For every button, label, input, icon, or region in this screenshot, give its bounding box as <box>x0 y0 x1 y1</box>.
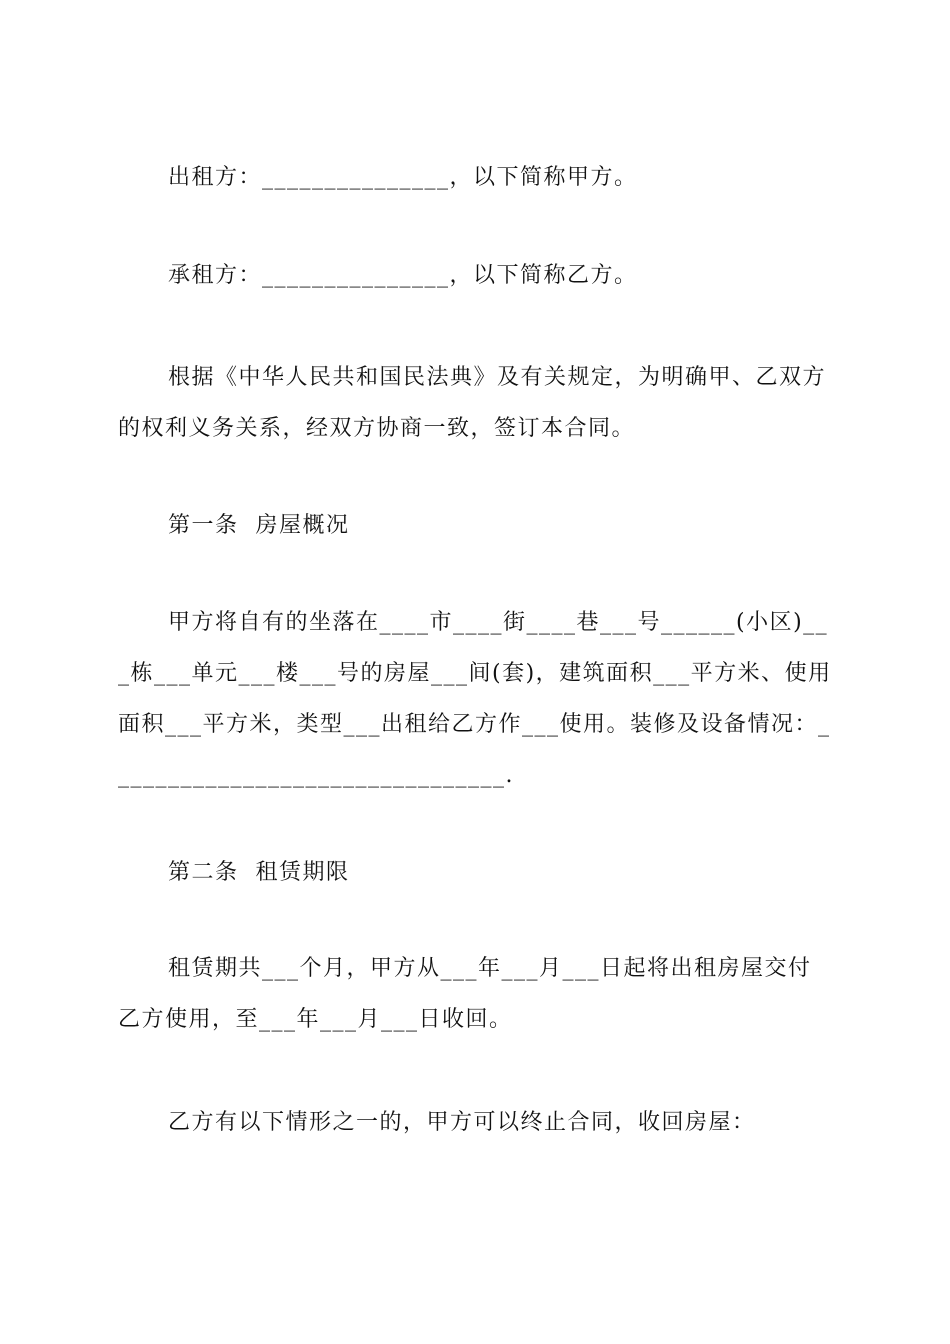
article-2-body: 租赁期共___个月，甲方从___年___月___日起将出租房屋交付乙方使用，至___年___月___日收回。 <box>118 956 812 1032</box>
article-2-heading: 第二条 租赁期限 <box>168 860 350 885</box>
termination-conditions-intro: 乙方有以下情形之一的，甲方可以终止合同，收回房屋： <box>168 1110 756 1135</box>
lessor-line: 出租方：_______________，以下简称甲方。 <box>168 165 638 190</box>
article-1-heading: 第一条 房屋概况 <box>168 513 350 538</box>
lessee-line: 承租方：_______________，以下简称乙方。 <box>168 263 638 288</box>
article-1-body: 甲方将自有的坐落在____市____街____巷___号______(小区)___栋___单元___楼___号的房屋___间(套)，建筑面积___平方米、使用面积___平方米，类型___出租给乙方作___使用。装修及设备情况：________________________________. <box>118 610 832 788</box>
preamble-paragraph: 根据《中华人民共和国民法典》及有关规定，为明确甲、乙双方的权利义务关系，经双方协商一致，签订本合同。 <box>118 365 827 441</box>
